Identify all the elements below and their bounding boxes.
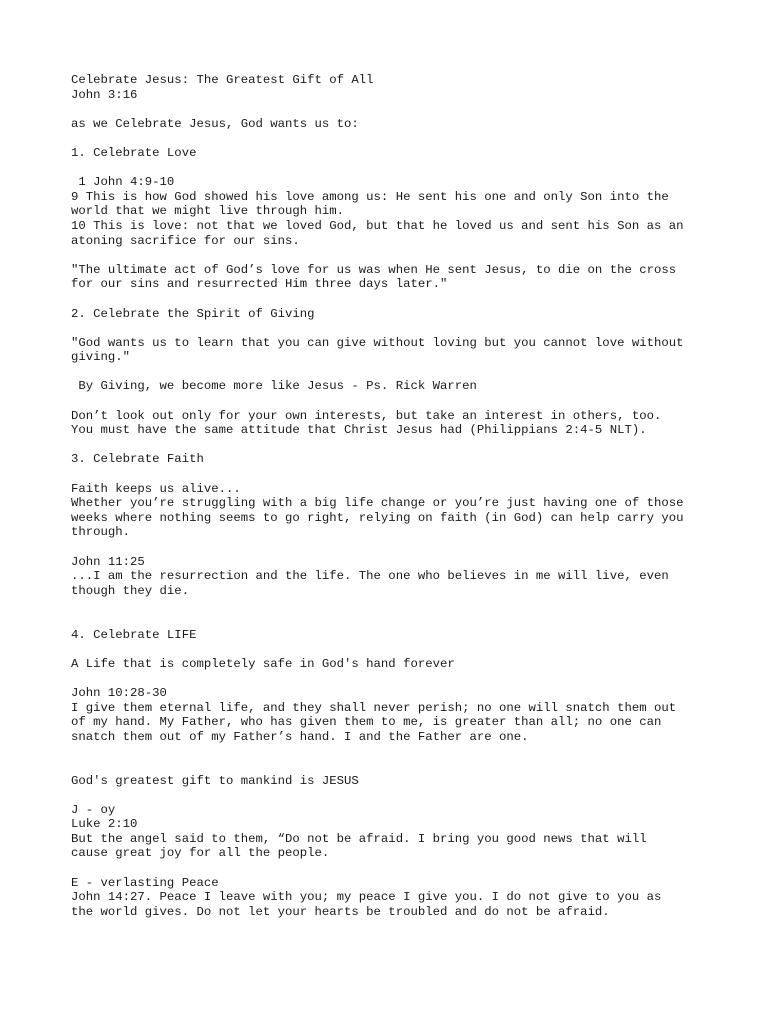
text-line: for our sins and resurrected Him three days later."	[71, 277, 448, 292]
text-line: 1 John 4:9-10	[71, 175, 175, 190]
blank-line	[71, 292, 711, 307]
text-line: the world gives. Do not let your hearts be troubled and do not be afraid.	[71, 904, 610, 919]
text-line: A Life that is completely safe in God's hand forever	[71, 656, 455, 671]
blank-line	[71, 102, 711, 117]
text-line: Faith keeps us alive...	[71, 481, 241, 496]
blank-line	[71, 438, 711, 453]
blank-line	[71, 467, 711, 482]
text-line: Don’t look out only for your own interests, but take an interest in others, too.	[71, 408, 662, 423]
blank-line	[71, 131, 711, 146]
text-line: snatch them out of my Father’s hand. I and the Father are one.	[71, 729, 529, 744]
text-line: weeks where nothing seems to go right, relying on faith (in God) can help carry you	[71, 510, 684, 525]
document-page	[71, 73, 711, 919]
text-line: You must have the same attitude that Christ Jesus had (Philippians 2:4-5 NLT).	[71, 423, 647, 438]
blank-line	[71, 788, 711, 803]
text-line: By Giving, we become more like Jesus - Ps. Rick Warren	[71, 379, 477, 394]
text-line: giving."	[71, 350, 131, 365]
text-line: Luke 2:10	[71, 817, 138, 832]
text-line: John 11:25	[71, 554, 145, 569]
text-line: 10 This is love: not that we loved God, but that he loved us and sent his Son as an	[71, 218, 684, 233]
text-line: ...I am the resurrection and the life. The one who believes in me will live, even	[71, 569, 669, 584]
text-line: I give them eternal life, and they shall never perish; no one will snatch them out	[71, 700, 677, 715]
text-line: 4. Celebrate LIFE	[71, 627, 197, 642]
text-line: "The ultimate act of God’s love for us was when He sent Jesus, to die on the cross	[71, 262, 677, 277]
text-line: through.	[71, 525, 131, 540]
blank-line	[71, 540, 711, 555]
text-line: Whether you’re struggling with a big life change or you’re just having one of those	[71, 496, 684, 511]
text-line: God's greatest gift to mankind is JESUS	[71, 773, 359, 788]
text-line: J - oy	[71, 802, 116, 817]
text-line: as we Celebrate Jesus, God wants us to:	[71, 116, 359, 131]
text-line: But the angel said to them, “Do not be afraid. I bring you good news that will	[71, 831, 647, 846]
blank-line	[71, 598, 711, 613]
blank-line	[71, 161, 711, 176]
blank-line	[71, 744, 711, 759]
text-line: though they die.	[71, 583, 190, 598]
text-line: John 10:28-30	[71, 685, 167, 700]
text-line: atoning sacrifice for our sins.	[71, 233, 300, 248]
text-line: Celebrate Jesus: The Greatest Gift of All	[71, 73, 374, 87]
text-line: 2. Celebrate the Spirit of Giving	[71, 306, 315, 321]
document-body	[71, 73, 711, 919]
text-line: 3. Celebrate Faith	[71, 452, 204, 467]
blank-line	[71, 613, 711, 628]
blank-line	[71, 861, 711, 876]
text-line: world that we might live through him.	[71, 204, 345, 219]
text-line: "God wants us to learn that you can give without loving but you cannot love without	[71, 335, 684, 350]
blank-line	[71, 759, 711, 774]
text-line: John 14:27. Peace I leave with you; my peace I give you. I do not give to you as	[71, 890, 662, 905]
blank-line	[71, 321, 711, 336]
text-line: cause great joy for all the people.	[71, 846, 330, 861]
blank-line	[71, 365, 711, 380]
text-line: John 3:16	[71, 87, 138, 102]
text-line: E - verlasting Peace	[71, 875, 219, 890]
text-line: of my hand. My Father, who has given them to me, is greater than all; no one can	[71, 715, 662, 730]
blank-line	[71, 671, 711, 686]
blank-line	[71, 248, 711, 263]
text-line: 1. Celebrate Love	[71, 145, 197, 160]
blank-line	[71, 642, 711, 657]
text-line: 9 This is how God showed his love among us: He sent his one and only Son into the	[71, 189, 669, 204]
blank-line	[71, 394, 711, 409]
